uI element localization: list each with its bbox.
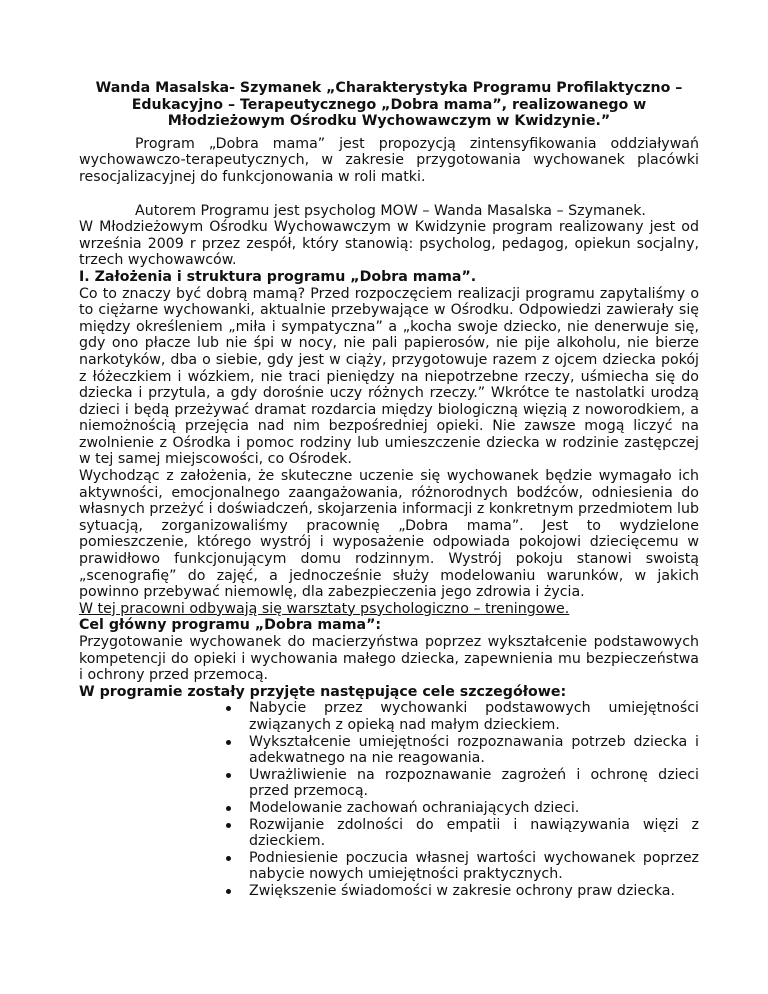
intro-paragraph: Program „Dobra mama” jest propozycją zintensyfikowania oddziaływań wychowawczo-terapeutycznych, w zakresie przygotowania wychowanek placówki resocjalizacyjnej do funkcjonowania w roli matki. <box>79 135 699 185</box>
list-item: Rozwijanie zdolności do empatii i nawiązywania więzi z dzieckiem. <box>249 817 699 850</box>
main-goal-text: Przygotowanie wychowanek do macierzyństwa poprzez wykształcenie podstawowych kompetencji do opieki i wychowania małego dziecka, zapewnienia mu bezpieczeństwa i ochrony przed przemocą. <box>79 634 699 684</box>
bullet-icon <box>226 773 231 778</box>
document-page <box>79 80 699 900</box>
bullet-icon <box>226 889 231 894</box>
section1-paragraph-2: Wychodząc z założenia, że skuteczne uczenie się wychowanek będzie wymagało ich aktywności, emocjonalnego zaangażowania, różnorodnych bodźców, odniesienia do własnych przeżyć i doświadczeń, skojarzenia informacji z konkretnym przedmiotem lub sytuacją, zorganizowaliśmy pracownię „Dobra mama”. Jest to wydzielone pomieszczenie, którego wystrój i wyposażenie odpowiada pokojowi dziecięcemu w prawidłowo funkcjonującym domu rodzinnym. Wystrój pokoju stanowi swoistą „scenografię” do zajęć, a jednocześnie służy modelowaniu warunków, w jakich powinno przebywać niemowlę, dla zabezpieczenia jego zdrowia i życia. <box>79 468 699 601</box>
document-title: Wanda Masalska- Szymanek „Charakterystyka Programu Profilaktyczno – Edukacyjno – Terapeutycznego „Dobra mama”, realizowanego w Młodzieżowym Ośrodku Wychowawczym w Kwidzynie.” <box>95 80 683 130</box>
main-goal-heading: Cel główny programu „Dobra mama”: <box>79 617 382 634</box>
bullet-icon <box>226 706 231 711</box>
section1-paragraph-1: Co to znaczy być dobrą mamą? Przed rozpoczęciem realizacji programu zapytaliśmy o to ciężarne wychowanki, aktualnie przebywające w Ośrodku. Odpowiedzi zawierały się między określeniem „miła i sympatyczna” a „kocha swoje dziecko, nie denerwuje się, gdy ono płacze lub nie śpi w nocy, nie pali papierosów, nie pije alkoholu, nie bierze narkotyków, dba o siebie, gdy jest w ciąży, przygotowuje razem z ojcem dziecka pokój z łóżeczkiem i wózkiem, nie traci pieniędzy na niepotrzebne rzeczy, uśmiecha się do dziecka i przytula, a gdy dorośnie uczy różnych rzeczy.” Wkrótce te nastolatki urodzą dzieci i będą przeżywać dramat rozdarcia między biologiczną więzią z noworodkiem, a niemożnością przejęcia nad nim bezpośredniej opieki. Nie zawsze mogą liczyć na zwolnienie z Ośrodka i pomoc rodziny lub umieszczenie dziecka w rodzinie zastępczej w tej samej miejscowości, co Ośrodek. <box>79 285 699 468</box>
bullet-icon <box>226 740 231 745</box>
specific-goals-heading: W programie zostały przyjęte następujące cele szczegółowe: <box>79 683 567 700</box>
list-item: Zwiększenie świadomości w zakresie ochrony praw dziecka. <box>249 883 699 900</box>
author-line: Autorem Programu jest psycholog MOW – Wanda Masalska – Szymanek. <box>135 202 646 219</box>
list-item: Wykształcenie umiejętności rozpoznawania potrzeb dziecka i adekwatnego na nie reagowania. <box>249 734 699 767</box>
specific-goals-list <box>79 700 699 899</box>
paragraph-gap <box>79 186 699 203</box>
list-item: Podniesienie poczucia własnej wartości wychowanek poprzez nabycie nowych umiejętności praktycznych. <box>249 850 699 883</box>
bullet-icon <box>226 823 231 828</box>
list-item: Nabycie przez wychowanki podstawowych umiejętności związanych z opieką nad małym dzieckiem. <box>249 700 699 733</box>
author-paragraph: W Młodzieżowym Ośrodku Wychowawczym w Kwidzynie program realizowany jest od września 2009 r przez zespół, który stanowią: psycholog, pedagog, opiekun socjalny, trzech wychowawców. <box>79 219 699 269</box>
bullet-icon <box>226 806 231 811</box>
workshops-line: W tej pracowni odbywają się warsztaty psychologiczno – treningowe. <box>79 600 570 617</box>
list-item: Uwrażliwienie na rozpoznawanie zagrożeń i ochronę dzieci przed przemocą. <box>249 767 699 800</box>
section-heading-1: I. Założenia i struktura programu „Dobra mama”. <box>79 268 477 285</box>
list-item: Modelowanie zachowań ochraniających dzieci. <box>249 800 699 817</box>
bullet-icon <box>226 856 231 861</box>
